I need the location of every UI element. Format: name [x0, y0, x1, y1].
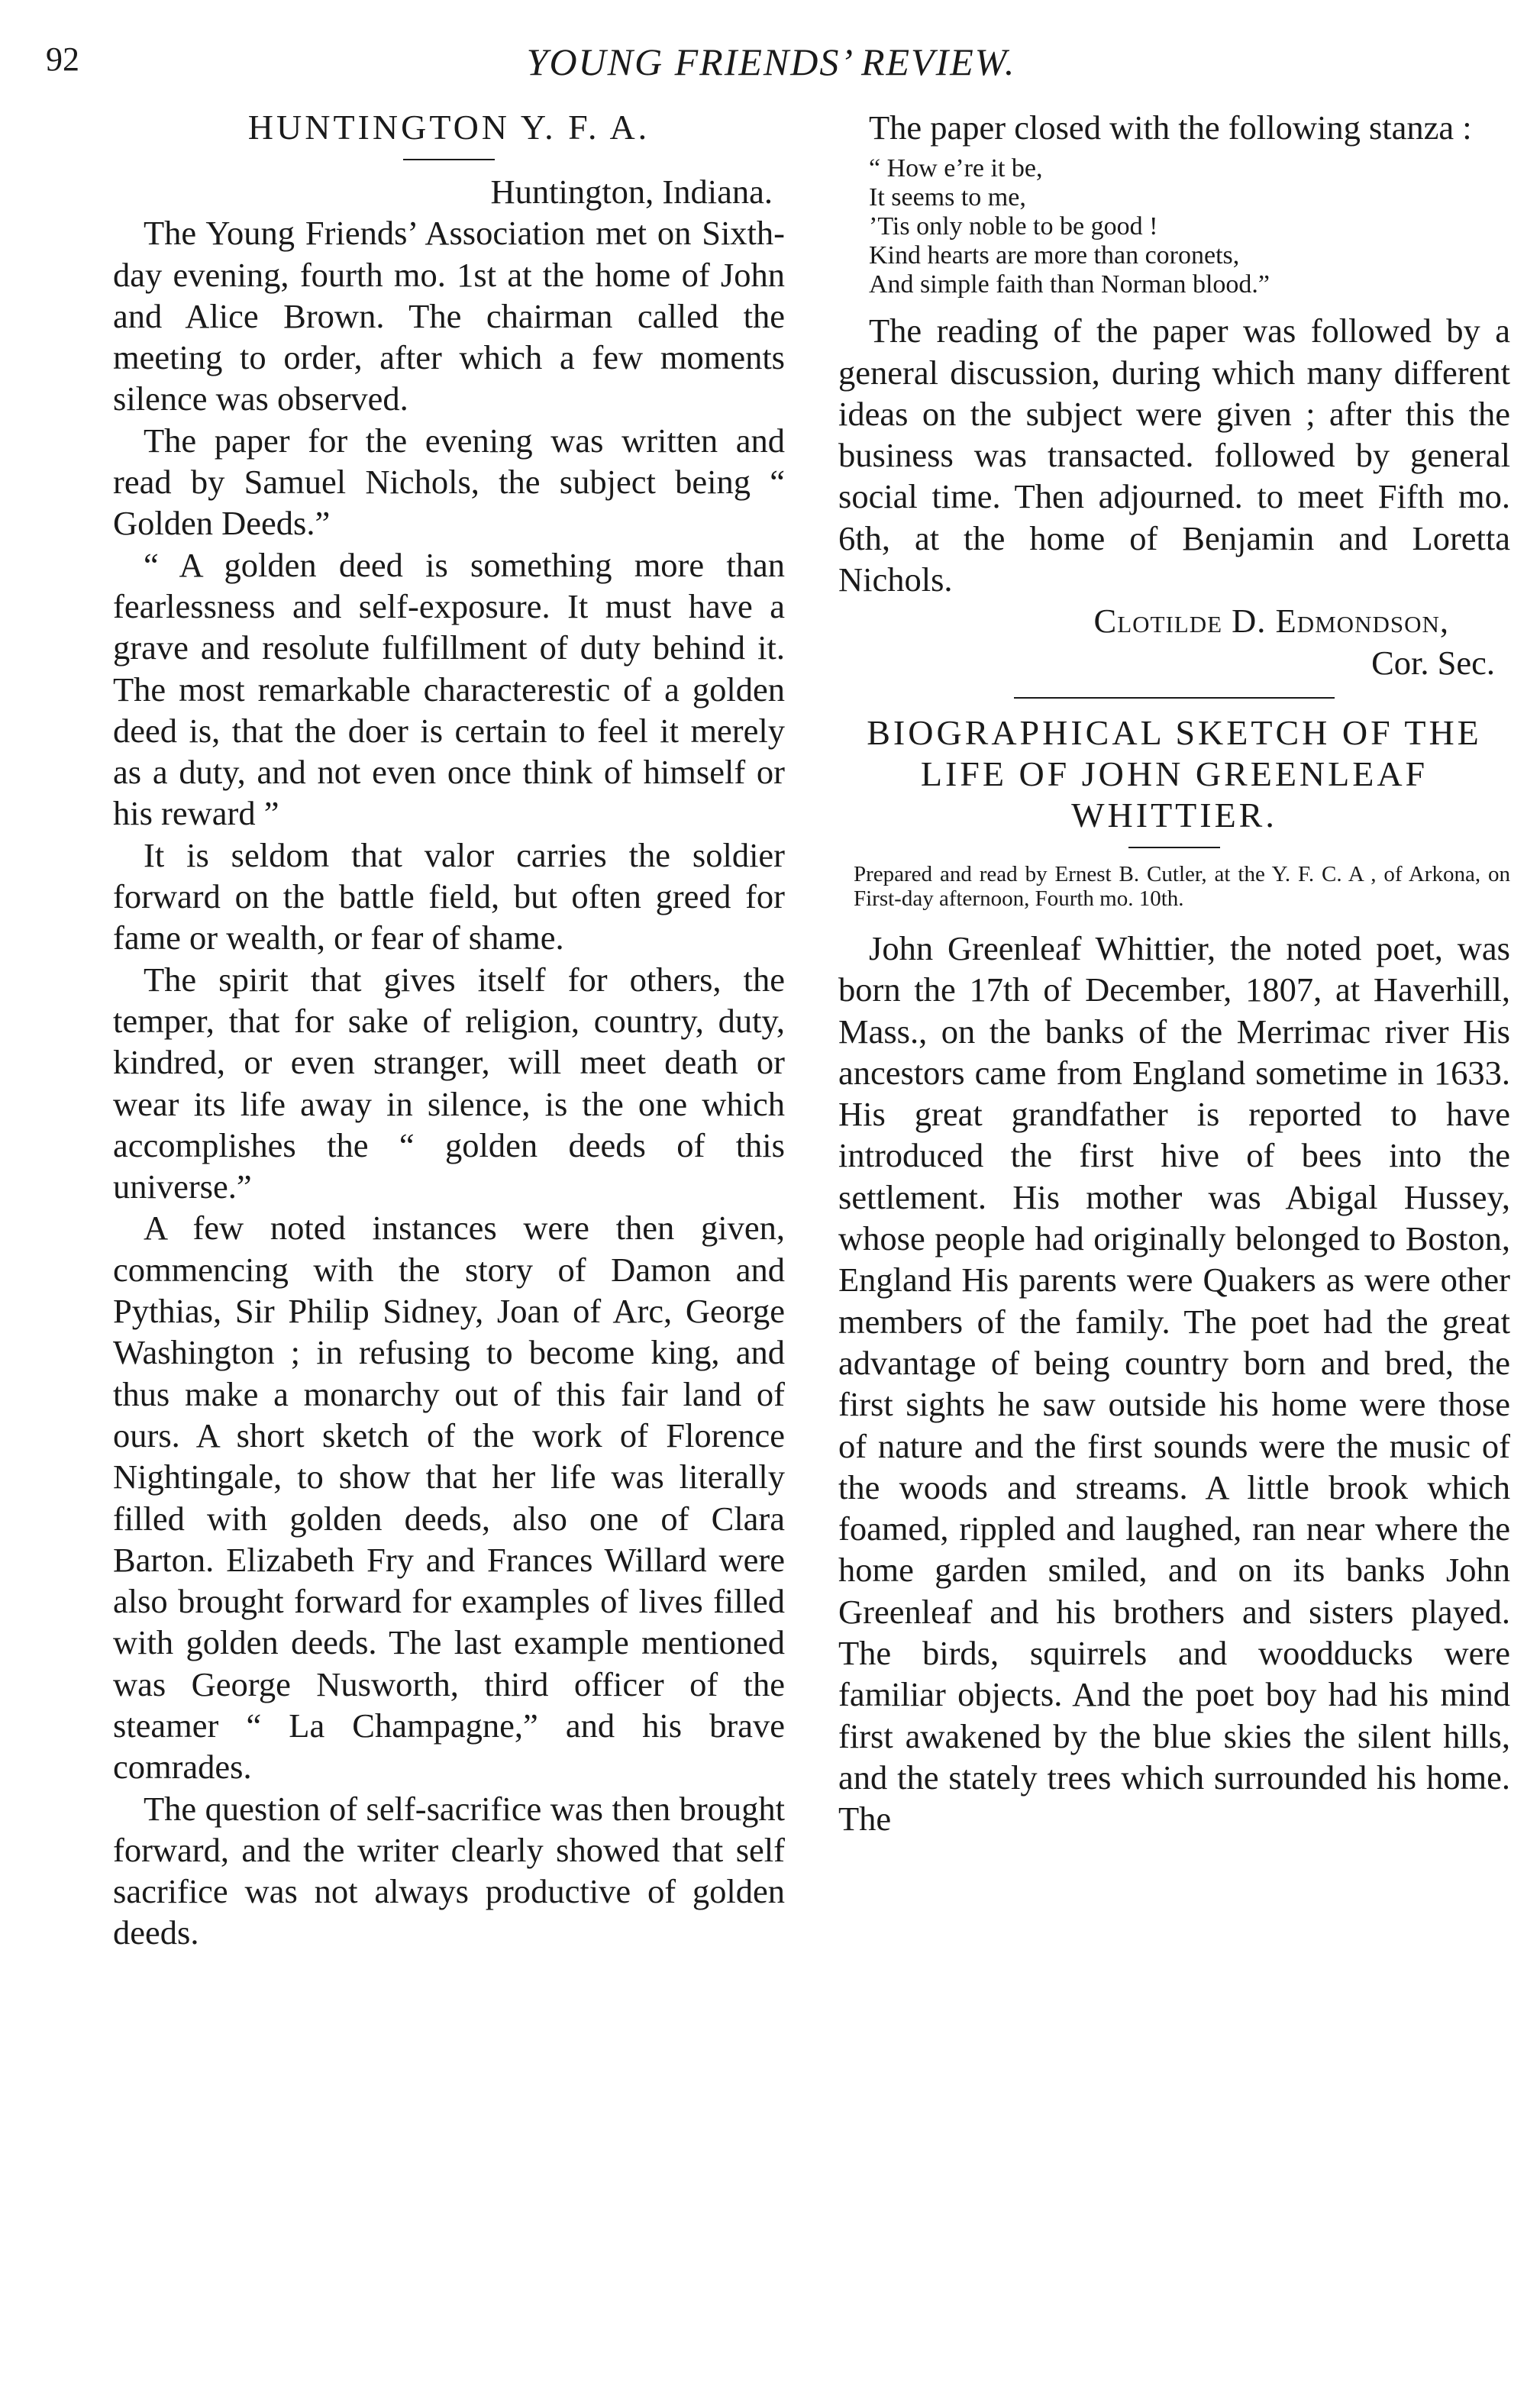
place-line: Huntington, Indiana.	[490, 173, 773, 211]
stanza-line: Kind hearts are more than coronets,	[869, 241, 1240, 270]
stanza-line: ’Tis only noble to be good !	[869, 212, 1158, 241]
stanza-line: “ How e’re it be,	[869, 154, 1043, 183]
huntington-heading: HUNTINGTON Y. F. A.	[247, 108, 651, 147]
signature: Clotilde D. Edmondson,	[1093, 602, 1449, 641]
paragraph: John Greenleaf Whittier, the noted poet, was born the 17th of December, 1807, at Haverhill, Mass., on the banks of the Merrimac river His ancestors came from England sometime in 1633. His great grandfather is reported to have introduced the first hive of bees into the settlement. His mother was Abigal Hussey, whose people had originally belonged to Boston, England His parents were Quakers as were other members of the family. The poet had the great advantage of being country born and bred, the first sights he saw outside his home were those of nature and the first sounds were the music of the woods and streams. A little brook which foamed, rippled and laughed, ran near where the home garden smiled, and on its banks John Greenleaf and his brothers and sisters played. The birds, squirrels and woodducks were familiar objects. And the poet boy had his mind first awakened by the blue skies the silent hills, and the stately trees which surrounded his home. The	[838, 928, 1510, 1839]
whittier-heading: BIOGRAPHICAL SKETCH OF THE LIFE OF JOHN GREENLEAF WHITTIER.	[867, 712, 1482, 835]
stanza-line: And simple faith than Norman blood.”	[869, 270, 1270, 299]
paragraph: A few noted instances were then given, commencing with the story of Damon and Pythias, Sir Philip Sidney, Joan of Arc, George Washington ; in refusing to become king, and thus make a monarchy out of this fair land of ours. A short sketch of the work of Florence Nightingale, to show that her life was literally filled with golden deeds, also one of Clara Barton. Elizabeth Fry and Frances Willard were also brought forward for examples of lives filled with golden deeds. The last example mentioned was George Nusworth, third officer of the steamer “ La Champagne,” and his brave comrades.	[113, 1209, 785, 1787]
paragraph: The paper for the evening was written and read by Samuel Nichols, the subject being “ Golden Deeds.”	[113, 421, 785, 543]
paragraph: The question of self-sacrifice was then brought forward, and the writer clearly showed that self sacrifice was not always productive of golden deeds.	[113, 1789, 785, 1952]
paragraph: The spirit that gives itself for others, the temper, that for sake of religion, country, duty, kindred, or even stranger, will meet death or wear its life away in silence, is the one which accomplishes the “ golden deeds of this universe.”	[113, 960, 785, 1206]
prepared-by-note: Prepared and read by Ernest B. Cutler, at the Y. F. C. A , of Arkona, on First-day afternoon, Fourth mo. 10th.	[854, 861, 1510, 911]
running-title: YOUNG FRIENDS’ REVIEW.	[526, 40, 1016, 83]
left-column	[113, 107, 785, 1954]
heading-rule	[403, 159, 495, 160]
page-number: 92	[46, 40, 79, 78]
paragraph: It is seldom that valor carries the soldier forward on the battle field, but often greed for fame or wealth, or fear of shame.	[113, 835, 785, 957]
right-column	[838, 107, 1510, 1840]
stanza-line: It seems to me,	[869, 183, 1026, 212]
section-rule	[1014, 697, 1335, 699]
paragraph: The reading of the paper was followed by a general discussion, during which many different ideas on the subject were given ; after this the business was transacted. followed by general social time. Then adjourned. to meet Fifth mo. 6th, at the home of Benjamin and Loretta Nichols.	[838, 312, 1510, 599]
poem-stanza	[869, 154, 1510, 299]
page-header	[46, 32, 1496, 93]
signature-title: Cor. Sec.	[1371, 643, 1495, 682]
paragraph: “ A golden deed is something more than fearlessness and self-exposure. It must have a grave and resolute fulfillment of duty behind it. The most remarkable characterestic of a golden deed is, that the doer is certain to feel it merely as a duty, and not even once think of himself or his reward ”	[113, 545, 785, 833]
paragraph: The paper closed with the following stanza :	[869, 108, 1472, 147]
heading-rule	[1128, 847, 1220, 848]
paragraph: The Young Friends’ Association met on Sixth-day evening, fourth mo. 1st at the home of John and Alice Brown. The chairman called the meeting to order, after which a few moments silence was observed.	[113, 214, 785, 418]
